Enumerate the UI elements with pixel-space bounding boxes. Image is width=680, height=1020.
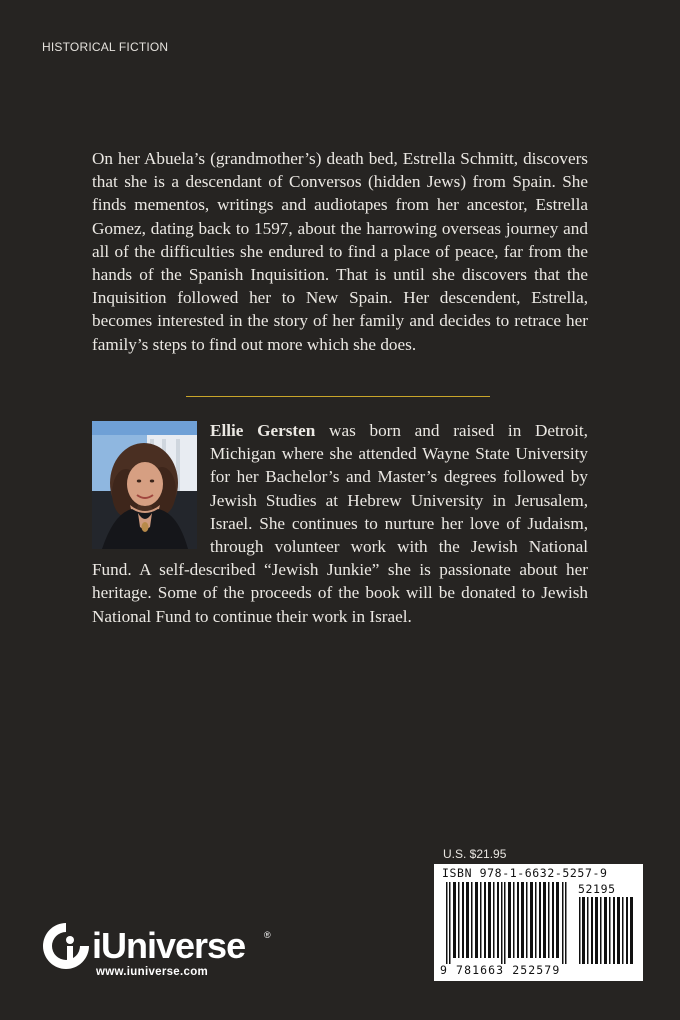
ean-number: 9 781663 252579 (440, 963, 561, 977)
ean-bars (444, 882, 572, 964)
price-addon-bars (578, 897, 636, 964)
author-bio-text: was born and raised in Detroit, Michigan where she attended Wayne State University for her Bachelor’s and Master’s degrees followed by Jewish Studies at Hebrew University in Jerusalem, Israel. She continues to nurture her love of Judaism, through volunteer work with the Jewish National Fund. A self-described “Jewish Junkie” she is passionate about her heritage. Some of the proceeds of the book will be donated to Jewish National Fund to continue their work in Israel. (92, 421, 588, 626)
section-divider (186, 396, 490, 397)
publisher-name: iUniverse (92, 925, 246, 966)
isbn-barcode (434, 864, 643, 981)
price-code: 52195 (578, 882, 616, 896)
photo-spacer (92, 419, 210, 554)
price-label: U.S. $21.95 (443, 847, 507, 861)
iuniverse-swirl-icon (40, 920, 92, 972)
author-bio (92, 419, 588, 628)
publisher-logo (40, 920, 280, 1000)
publisher-url: www.iuniverse.com (96, 966, 209, 978)
genre-label: HISTORICAL FICTION (42, 40, 169, 54)
registered-mark: ® (264, 930, 271, 940)
isbn-number: ISBN 978-1-6632-5257-9 (442, 866, 608, 880)
author-name: Ellie Gersten (210, 421, 316, 440)
book-blurb: On her Abuela’s (grandmother’s) death bed, Estrella Schmitt, discovers that she is a descendant of Conversos (hidden Jews) from Spain. She finds mementos, writings and audiotapes from her ancestor, Estrella Gomez, dating back to 1597, about the harrowing overseas journey and all of the difficulties she endured to find a place of peace, far from the hands of the Spanish Inquisition. That is until she discovers that the Inquisition followed her to New Spain. Her descendent, Estrella, becomes interested in the story of her family and decides to retrace her family’s steps to find out more which she does. (92, 149, 588, 354)
